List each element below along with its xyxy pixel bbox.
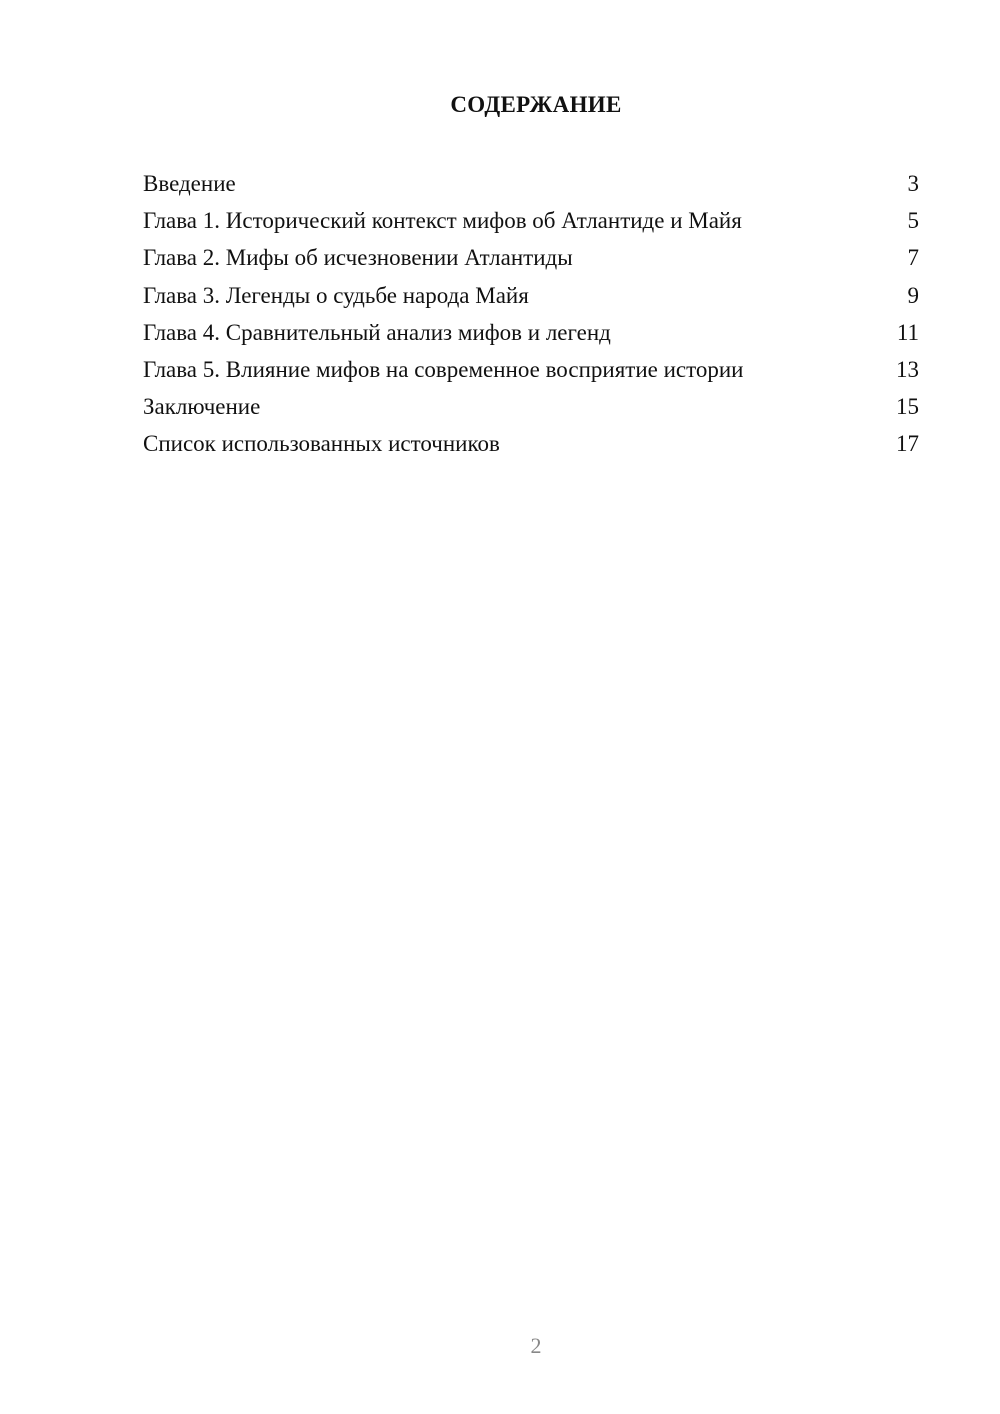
toc-entry-page-number: 5 xyxy=(907,208,919,234)
toc-entry-page-number: 11 xyxy=(896,319,919,345)
toc-entry-label: Глава 2. Мифы об исчезновении Атлантиды xyxy=(143,245,573,271)
toc-title: СОДЕРЖАНИЕ xyxy=(450,92,622,117)
toc-entry-page-number: 13 xyxy=(896,356,919,382)
toc-entry-page-number: 7 xyxy=(907,245,919,271)
toc-entry-page-number: 9 xyxy=(907,282,919,308)
toc-entry-page-number: 17 xyxy=(896,431,919,457)
toc-entry-conclusion xyxy=(143,391,919,428)
toc-entry-page-number: 3 xyxy=(907,171,919,196)
toc-entry-label: Глава 5. Влияние мифов на современное восприятие истории xyxy=(143,356,744,382)
toc-entry-label: Введение xyxy=(143,171,236,196)
page-number: 2 xyxy=(530,1333,542,1358)
toc-entry-references xyxy=(143,428,919,465)
toc-entry-label: Заключение xyxy=(143,394,261,420)
toc-entry-introduction xyxy=(143,168,919,205)
toc-entry-chapter-1 xyxy=(143,205,919,242)
table-of-contents xyxy=(143,168,919,466)
toc-entry-chapter-4 xyxy=(143,317,919,354)
toc-entry-page-number: 15 xyxy=(896,394,919,420)
toc-entry-chapter-3 xyxy=(143,280,919,317)
toc-entry-label: Глава 1. Исторический контекст мифов об Атлантиде и Майя xyxy=(143,208,742,234)
toc-entry-label: Список использованных источников xyxy=(143,431,500,457)
toc-entry-chapter-2 xyxy=(143,242,919,279)
toc-entry-label: Глава 4. Сравнительный анализ мифов и легенд xyxy=(143,319,611,345)
toc-entry-chapter-5 xyxy=(143,354,919,391)
toc-entry-label: Глава 3. Легенды о судьбе народа Майя xyxy=(143,282,529,308)
